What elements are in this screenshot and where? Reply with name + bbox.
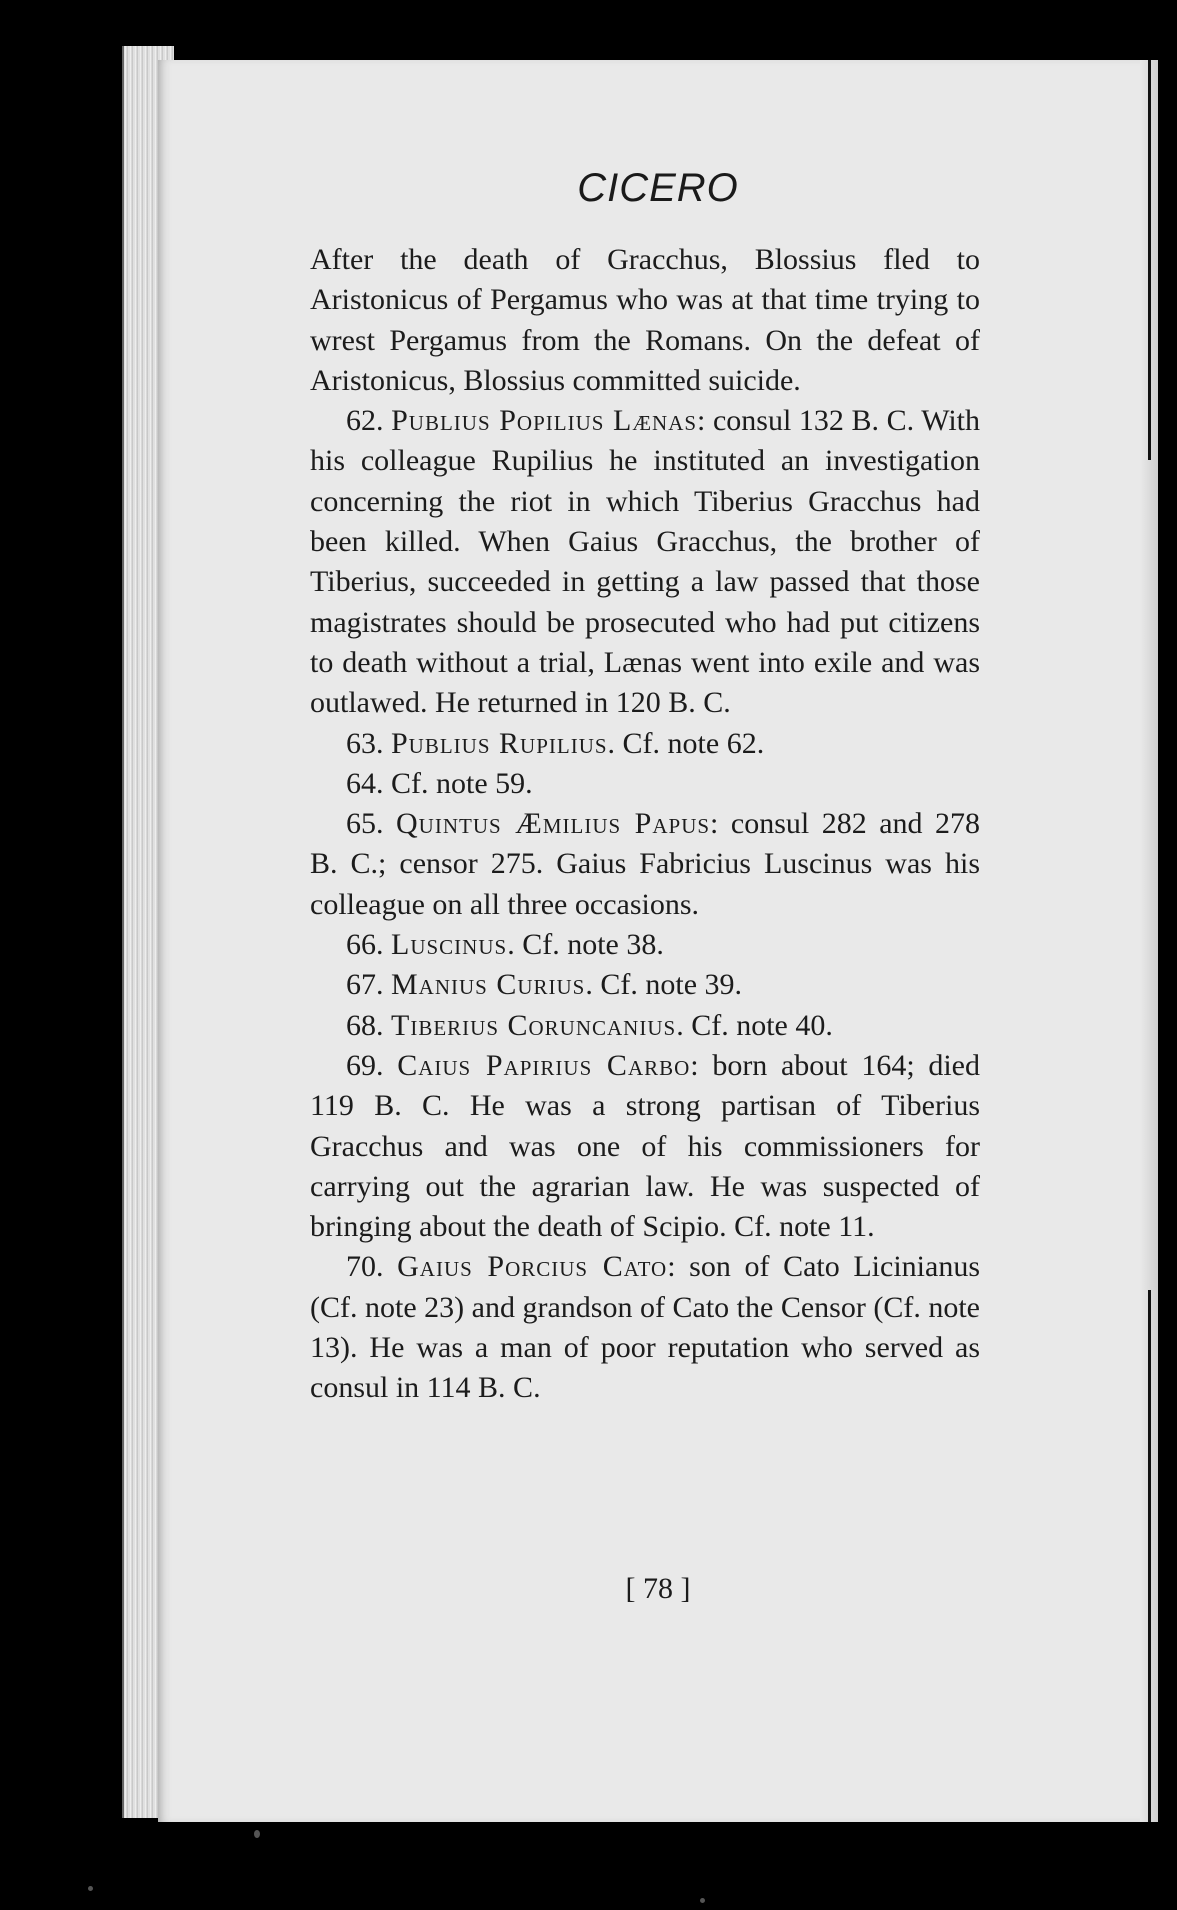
scan-speck — [254, 1830, 260, 1838]
note-text: Cf. note 59. — [391, 766, 533, 800]
note-number: 68. — [346, 1008, 384, 1042]
note-separator: : — [710, 807, 719, 841]
note-separator: . — [676, 1008, 684, 1042]
note-text: Cf. note 39. — [592, 968, 743, 1002]
note-number: 64. — [346, 766, 384, 800]
note-number: 65. — [346, 807, 384, 841]
body-text — [310, 240, 980, 1409]
note-name: Tiberius Coruncanius — [391, 1008, 677, 1042]
note-number: 63. — [346, 726, 384, 760]
note-name: Publius Popilius Lænas — [391, 404, 698, 438]
page-edge-shadow — [1148, 60, 1151, 460]
note-name: Caius Papirius Carbo — [397, 1048, 691, 1082]
note-67 — [310, 965, 980, 1005]
note-number: 69. — [346, 1048, 384, 1082]
note-68 — [310, 1006, 980, 1046]
note-number: 70. — [346, 1250, 384, 1284]
note-separator: : — [667, 1250, 676, 1284]
scan-speck — [700, 1898, 705, 1903]
note-name: Luscinus — [391, 928, 508, 962]
paragraph: After the death of Gracchus, Blossius fled to Aristonicus of Pergamus who was at that time trying to wrest Pergamus from the Romans. On the defeat of Aristonicus, Blossius committed suicide. — [310, 243, 980, 397]
note-text: consul 132 B. C. With his colleague Rupilius he instituted an investigation concerning the riot in which Tiberius Gracchus had been killed. When Gaius Gracchus, the brother of Tiberius, succeeded in getting a law passed that those magistrates should be prosecuted who had put citizens to death without a trial, Lænas went into exile and was outlawed. He returned in 120 B. C. — [310, 404, 981, 720]
note-65 — [310, 804, 980, 925]
note-text: son of Cato Licinianus (Cf. note 23) and grandson of Cato the Censor (Cf. note 13). He was a man of poor reputation who served as consul in 114 B. C. — [310, 1250, 980, 1405]
running-head: CICERO — [577, 166, 739, 210]
page-number: [ 78 ] — [625, 1572, 691, 1605]
note-text: consul 282 and 278 B. C.; censor 275. Gaius Fabricius Luscinus was his colleague on all three occasions. — [310, 807, 981, 921]
note-name: Quintus Æmilius Papus — [396, 807, 711, 841]
note-69 — [310, 1046, 980, 1247]
note-text: Cf. note 40. — [683, 1008, 833, 1042]
note-62 — [310, 401, 980, 723]
page-edge-shadow — [1148, 1290, 1151, 1822]
note-text: Cf. note 38. — [514, 928, 664, 962]
note-separator: . — [585, 968, 593, 1002]
note-separator: : — [697, 404, 706, 438]
note-number: 67. — [346, 968, 384, 1002]
note-text: born about 164; died 119 B. C. He was a strong partisan of Tiberius Gracchus and was one of his commissioners for carrying out the agrarian law. He was suspected of bringing about the death of Scipio. Cf. note 11. — [310, 1048, 980, 1244]
note-63 — [310, 724, 980, 764]
note-66 — [310, 925, 980, 965]
note-name: Publius Rupilius — [391, 726, 608, 760]
note-separator: : — [690, 1048, 699, 1082]
note-name: Gaius Porcius Cato — [397, 1250, 668, 1284]
note-name: Manius Curius — [391, 968, 586, 1002]
note-70 — [310, 1247, 980, 1408]
note-number: 66. — [346, 928, 384, 962]
scan-speck — [88, 1886, 93, 1891]
note-separator: . — [607, 726, 616, 760]
note-separator: . — [507, 928, 515, 962]
note-text: Cf. note 62. — [615, 726, 765, 760]
note-64 — [310, 764, 980, 804]
note-number: 62. — [346, 404, 384, 438]
